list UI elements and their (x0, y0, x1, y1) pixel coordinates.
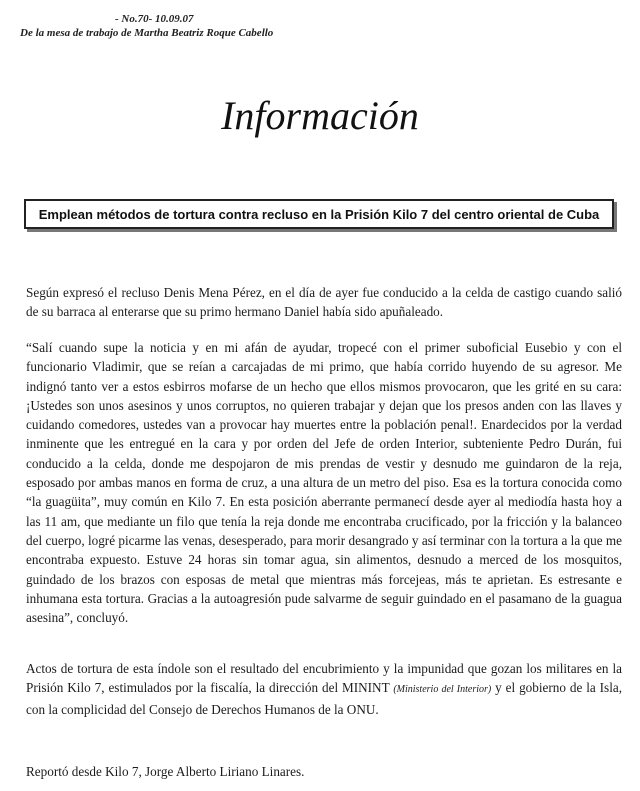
page-title: Información (221, 93, 419, 138)
paragraph-testimony: “Salí cuando supe la noticia y en mi afán de ayudar, tropecé con el primer suboficial Eusebio y con el funcionario Vladimir, que se reían a carcajadas de mi primo, que había corrido huyendo de su agresor. Me indignó tanto ver a estos esbirros mofarse de un hecho que ellos mismos provocaron, que les grité en su cara: ¡Ustedes son unos asesinos y unos corruptos, no quieren trabajar y dejan que los presos anden con las llaves y cuidando comedores, ustedes van a provocar hay muertes entre la población penal!. Enardecidos por la verdad inminente que les entregué en la cara y por orden del Jefe de orden Interior, subteniente Pedro Durán, fui conducido a la celda, donde me despojaron de mis prendas de vestir y desnudo me guindaron de la reja, esposado por ambas manos en forma de cruz, a una altura de un metro del piso. Esa es la tortura conocida como “la guagüita”, muy común en Kilo 7. En esta posición aberrante permanecí desde ayer al mediodía hasta hoy a las 11 am, que mediante un filo que tenía la reja donde me encontraba crucificado, por la fricción y la balanceo del cuerpo, logré picarme las venas, desesperado, para morir desangrado y así terminar con la tortura a la que me encontraba expuesto. Estuve 24 horas sin tomar agua, sin alimentos, desnudo a merced de los mosquitos, guindado de los brazos con esposas de metal que mientras más forcejeas, más te aprietan. Es estresante e inhumana esta tortura. Gracias a la autoagresión pude salvarme de seguir guindado en el pasamano de la guagua asesina”, concluyó. (26, 340, 622, 626)
conclusion-part-b: y el gobierno de la Isla, con la complicidad del Consejo de Derechos Humanos de la ONU. (26, 680, 623, 717)
conclusion-parenthetical: (Ministerio del Interior) (393, 684, 492, 696)
issue-number-date: - No.70- 10.09.07 (115, 13, 194, 25)
document-header (20, 12, 273, 40)
source-line: De la mesa de trabajo de Martha Beatriz Roque Cabello (20, 27, 274, 39)
headline-text: Emplean métodos de tortura contra recluso en la Prisión Kilo 7 del centro oriental de Cuba (38, 206, 600, 222)
paragraph-conclusion (26, 659, 622, 719)
conclusion-part-a: Actos de tortura de esta índole son el resultado del encubrimiento y la impunidad que gozan los militares en la Prisión Kilo 7, estimulados por la fiscalía, la dirección del MININT (26, 661, 622, 696)
headline-box (24, 199, 614, 229)
paragraph-intro: Según expresó el recluso Denis Mena Pérez, en el día de ayer fue conducido a la celda de castigo cuando salió de su barraca al enterarse que su primo hermano Daniel había sido apuñaleado. (26, 285, 622, 320)
reporter-line: Reportó desde Kilo 7, Jorge Alberto Liriano Linares. (26, 764, 305, 779)
